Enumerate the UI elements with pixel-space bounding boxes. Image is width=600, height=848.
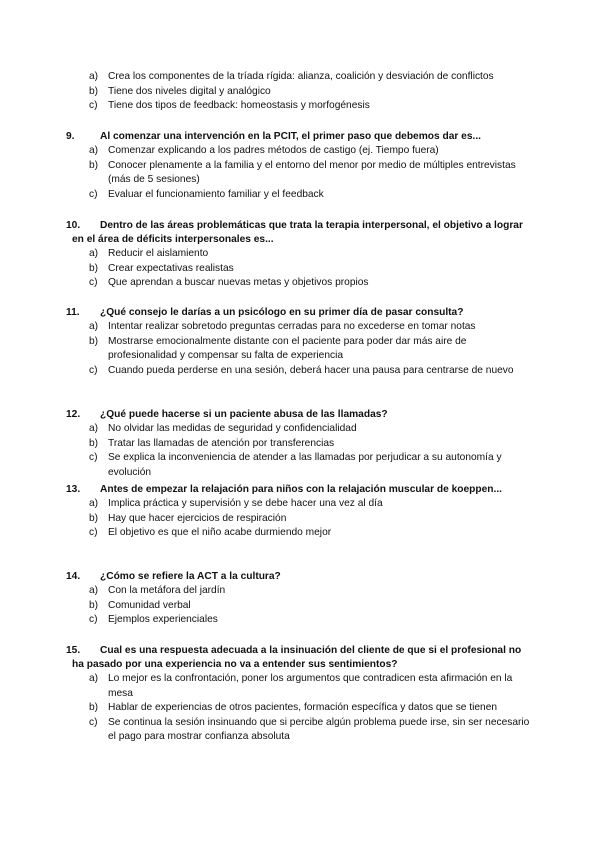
- question-text: Antes de empezar la relajación para niños con la relajación muscular de koeppen...: [100, 484, 502, 495]
- option-text: Evaluar el funcionamiento familiar y el feedback: [108, 188, 324, 200]
- question-14: [0, 570, 600, 628]
- option-letter: b): [89, 85, 99, 97]
- options-list: [0, 70, 600, 114]
- option-text: Implica práctica y supervisión y se debe hacer una vez al día: [108, 498, 383, 509]
- option-a: [0, 672, 600, 701]
- option-b: [0, 701, 600, 716]
- option-letter: b): [89, 437, 99, 449]
- option-c: [0, 613, 600, 628]
- option-text: Tiene dos niveles digital y analógico: [108, 85, 271, 97]
- option-a: [0, 144, 600, 159]
- option-letter: a): [89, 673, 99, 684]
- option-c: [0, 276, 600, 291]
- options-list: [0, 247, 600, 291]
- option-letter: b): [89, 335, 99, 347]
- option-b: [0, 599, 600, 614]
- question-number: 12.: [66, 409, 81, 420]
- option-letter: c): [89, 188, 98, 200]
- question-number: 15.: [66, 645, 81, 656]
- option-text: Hay que hacer ejercicios de respiración: [108, 512, 287, 524]
- option-letter: c): [89, 364, 98, 376]
- question-heading: [0, 130, 600, 144]
- option-b: [0, 262, 600, 277]
- option-b: [0, 512, 600, 527]
- question-15: [0, 644, 600, 745]
- question-number: 13.: [66, 484, 81, 495]
- option-text: Que aprendan a buscar nuevas metas y objetivos propios: [108, 277, 369, 289]
- option-text: Cuando pueda perderse en una sesión, deberá hacer una pausa para centrarse de nuevo: [108, 364, 514, 376]
- question-text: ¿Cómo se refiere la ACT a la cultura?: [100, 571, 281, 582]
- option-a: [0, 70, 600, 85]
- question-9: [0, 130, 600, 202]
- question-text: Dentro de las áreas problemáticas que trata la terapia interpersonal, el objetivo a lograr en el área de déficits interpersonales es...: [72, 220, 523, 245]
- option-text: Reducir el aislamiento: [108, 248, 209, 259]
- option-letter: a): [89, 71, 99, 82]
- option-text: Ejemplos experienciales: [108, 614, 218, 626]
- option-text: Comunidad verbal: [108, 599, 191, 611]
- option-letter: a): [89, 145, 99, 156]
- option-text: Mostrarse emocionalmente distante con el paciente para poder dar más aire de profesionalidad y compensar su falta de experiencia: [108, 335, 467, 362]
- option-c: [0, 451, 600, 480]
- question-heading: [0, 219, 600, 247]
- option-text: Se continua la sesión insinuando que si percibe algún problema puede irse, sin ser necesario el pago para mostrar confianza absoluta: [108, 716, 530, 743]
- option-b: [0, 437, 600, 452]
- options-list: [0, 497, 600, 541]
- option-c: [0, 526, 600, 541]
- question-number: 10.: [66, 220, 81, 231]
- option-text: Hablar de experiencias de otros pacientes, formación específica y datos que se tienen: [108, 702, 498, 714]
- option-text: No olvidar las medidas de seguridad y confidencialidad: [108, 423, 357, 434]
- question-heading: [0, 483, 600, 497]
- option-text: Tiene dos tipos de feedback: homeostasis y morfogénesis: [108, 100, 370, 112]
- question-heading: [0, 644, 600, 672]
- options-list: [0, 672, 600, 745]
- question-text: ¿Qué consejo le darías a un psicólogo en su primer día de pasar consulta?: [100, 307, 464, 318]
- option-letter: b): [89, 512, 99, 524]
- option-text: Lo mejor es la confrontación, poner los argumentos que contradicen esta afirmación en la mesa: [108, 673, 513, 699]
- option-letter: c): [89, 452, 98, 464]
- option-letter: b): [89, 599, 99, 611]
- question-text: Cual es una respuesta adecuada a la insinuación del cliente de que si el profesional no ha pasado por una experiencia no va a entender sus sentimientos?: [72, 645, 522, 670]
- option-text: Crea los componentes de la tríada rígida: alianza, coalición y desviación de conflictos: [108, 71, 494, 82]
- question-11: [0, 306, 600, 378]
- option-text: Conocer plenamente a la familia y el entorno del menor por medio de múltiples entrevistas (más de 5 sesiones): [108, 159, 516, 186]
- question-8-continued: [0, 70, 600, 114]
- option-a: [0, 422, 600, 437]
- option-text: Se explica la inconveniencia de atender a las llamadas por perjudicar a su autonomía y evolución: [108, 452, 502, 478]
- options-list: [0, 320, 600, 378]
- option-letter: a): [89, 585, 99, 596]
- question-heading: [0, 570, 600, 584]
- option-c: [0, 716, 600, 745]
- question-text: Al comenzar una intervención en la PCIT, el primer paso que debemos dar es...: [100, 131, 482, 142]
- option-text: Comenzar explicando a los padres métodos de castigo (ej. Tiempo fuera): [108, 145, 439, 156]
- question-number: 14.: [66, 571, 81, 582]
- options-list: [0, 422, 600, 480]
- question-text: ¿Qué puede hacerse si un paciente abusa de las llamadas?: [100, 409, 388, 420]
- option-text: Crear expectativas realistas: [108, 262, 234, 274]
- option-letter: c): [89, 716, 98, 728]
- question-number: 9.: [66, 131, 75, 142]
- option-text: Tratar las llamadas de atención por transferencias: [108, 437, 335, 449]
- option-text: El objetivo es que el niño acabe durmiendo mejor: [108, 527, 332, 539]
- question-10: [0, 219, 600, 291]
- option-b: [0, 85, 600, 100]
- options-list: [0, 144, 600, 202]
- option-text: Intentar realizar sobretodo preguntas cerradas para no excederse en tomar notas: [108, 321, 476, 332]
- question-heading: [0, 306, 600, 320]
- option-letter: a): [89, 321, 99, 332]
- question-12: [0, 408, 600, 480]
- option-letter: a): [89, 498, 99, 509]
- question-13: [0, 483, 600, 541]
- option-letter: b): [89, 159, 99, 171]
- option-letter: a): [89, 248, 99, 259]
- option-b: [0, 335, 600, 364]
- option-letter: a): [89, 423, 99, 434]
- option-letter: b): [89, 262, 99, 274]
- option-text: Con la metáfora del jardín: [108, 585, 226, 596]
- option-letter: b): [89, 702, 99, 714]
- option-a: [0, 497, 600, 512]
- question-number: 11.: [66, 307, 80, 318]
- option-b: [0, 159, 600, 188]
- option-c: [0, 99, 600, 114]
- options-list: [0, 584, 600, 628]
- question-heading: [0, 408, 600, 422]
- option-letter: c): [89, 277, 98, 289]
- option-c: [0, 188, 600, 203]
- option-a: [0, 247, 600, 262]
- option-letter: c): [89, 614, 98, 626]
- option-a: [0, 320, 600, 335]
- option-letter: c): [89, 527, 98, 539]
- option-c: [0, 364, 600, 379]
- option-a: [0, 584, 600, 599]
- option-letter: c): [89, 100, 98, 112]
